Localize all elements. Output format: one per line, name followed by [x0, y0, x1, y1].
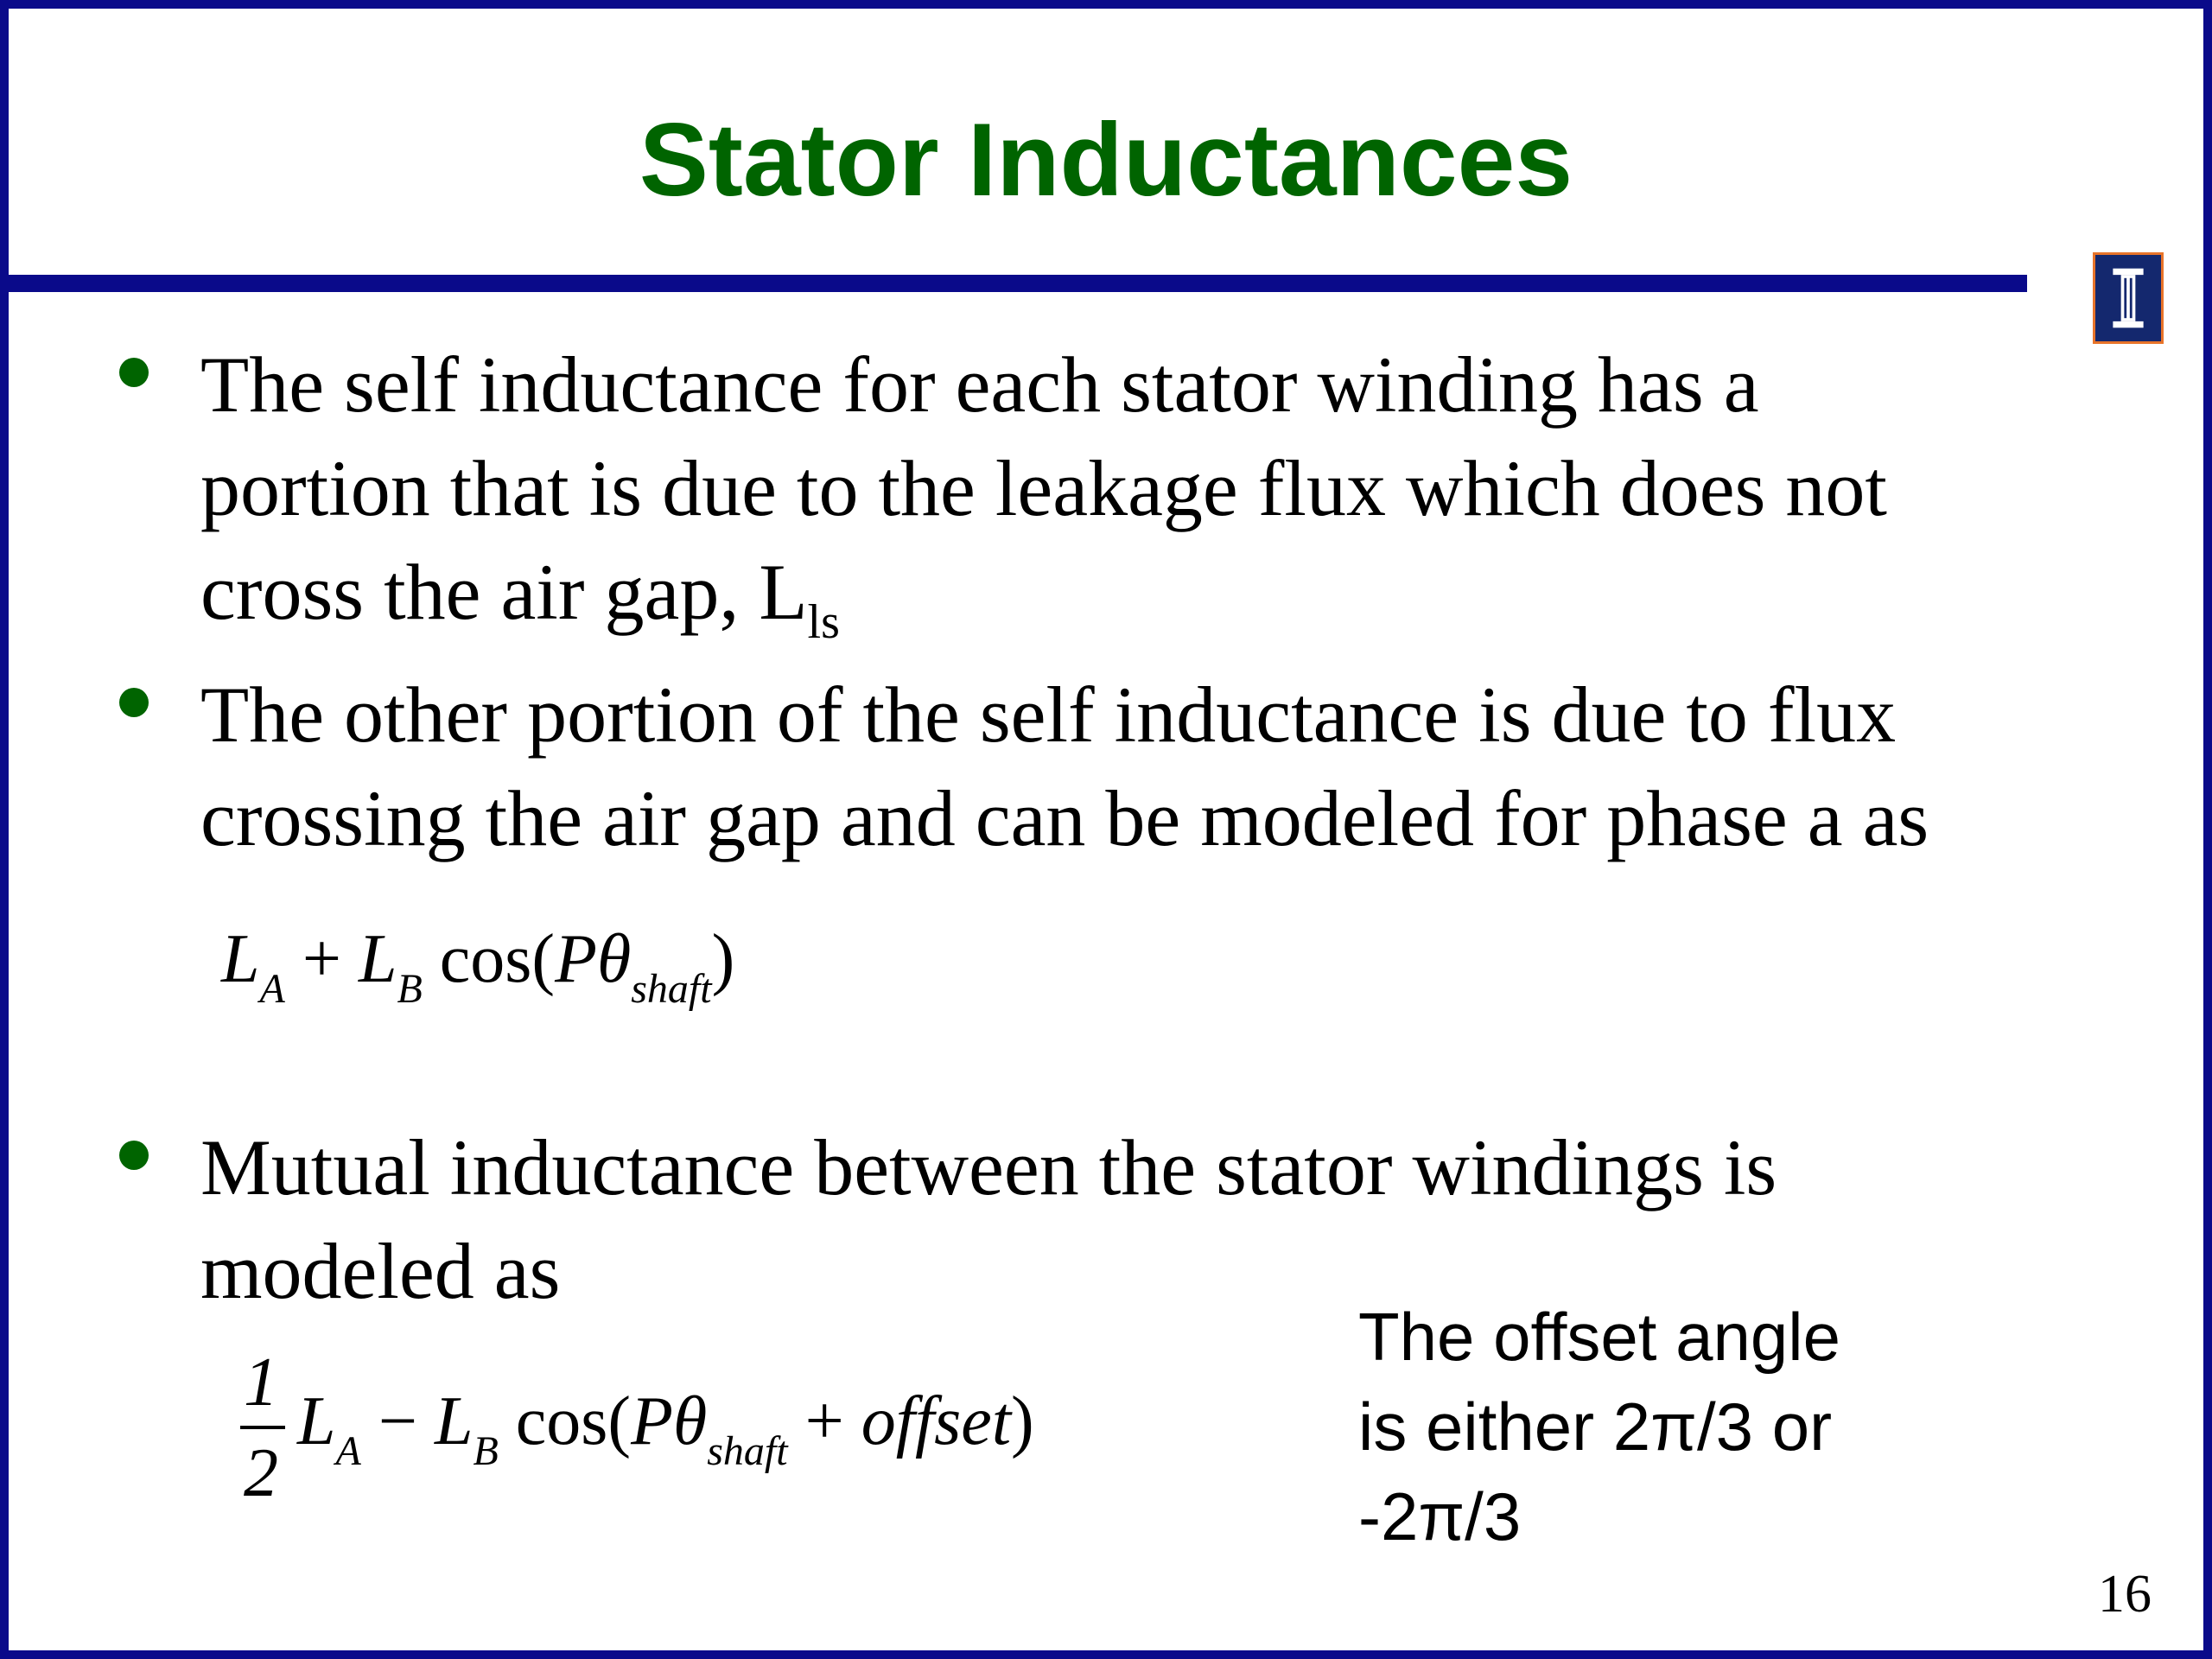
self-inductance-equation — [221, 920, 735, 1012]
eq2-plus: + — [804, 1383, 844, 1459]
eq2-close: ) — [1011, 1383, 1034, 1459]
bullet-3-line-2: modeled as — [200, 1227, 561, 1315]
eq2-offset: offset — [861, 1383, 1012, 1459]
bullet-1-text — [200, 333, 1887, 655]
bullet-1-line-3-text: cross the air gap, L — [200, 548, 808, 636]
eq1-L2: L — [358, 921, 397, 997]
eq2-sub-shaft: shaft — [707, 1428, 788, 1474]
eq1-cos: cos( — [439, 921, 556, 997]
eq1-theta: θ — [596, 921, 632, 997]
bullet-3-marker — [119, 1141, 149, 1170]
eq2-minus: − — [378, 1383, 417, 1459]
offset-angle-note: The offset angle is either 2π/3 or -2π/3 — [1358, 1299, 1840, 1554]
eq1-sub-shaft: shaft — [631, 966, 712, 1012]
eq1-plus: + — [302, 921, 341, 997]
bullet-2-line-1: The other portion of the self inductance is due to flux — [200, 671, 1897, 759]
bullet-2-line-2: crossing the air gap and can be modeled for phase a as — [200, 774, 1929, 862]
eq1-L: L — [221, 921, 260, 997]
eq2-fraction-bar — [240, 1426, 285, 1429]
eq1-P: P — [555, 921, 597, 997]
title-divider — [9, 275, 2027, 292]
bullet-1-line-2: portion that is due to the leakage flux which does not — [200, 444, 1887, 532]
eq1-sub-A: A — [259, 966, 285, 1012]
bullet-3-line-1: Mutual inductance between the stator windings is — [200, 1123, 1777, 1211]
bullet-2-text — [200, 663, 1929, 870]
eq1-sub-B: B — [397, 966, 423, 1012]
eq2-sub-B: B — [473, 1428, 499, 1474]
leakage-subscript: ls — [807, 595, 840, 649]
bullet-1-marker — [119, 358, 149, 387]
eq2-cos: cos( — [515, 1383, 632, 1459]
eq2-numerator: 1 — [244, 1344, 278, 1421]
page-number: 16 — [2098, 1565, 2152, 1624]
mutual-inductance-equation — [297, 1382, 1034, 1474]
eq2-L: L — [297, 1383, 336, 1459]
eq2-denominator: 2 — [244, 1435, 278, 1511]
eq2-L2: L — [434, 1383, 474, 1459]
eq1-close: ) — [711, 921, 735, 997]
eq2-theta: θ — [672, 1383, 708, 1459]
eq2-P: P — [631, 1383, 673, 1459]
bullet-1-line-1: The self inductance for each stator winding has a — [200, 340, 1759, 429]
university-column-logo-icon — [2093, 252, 2164, 344]
slide-title: Stator Inductances — [639, 102, 1573, 218]
bullet-2-marker — [119, 688, 149, 717]
eq2-sub-A: A — [335, 1428, 361, 1474]
bullet-1-line-3 — [200, 540, 1887, 655]
